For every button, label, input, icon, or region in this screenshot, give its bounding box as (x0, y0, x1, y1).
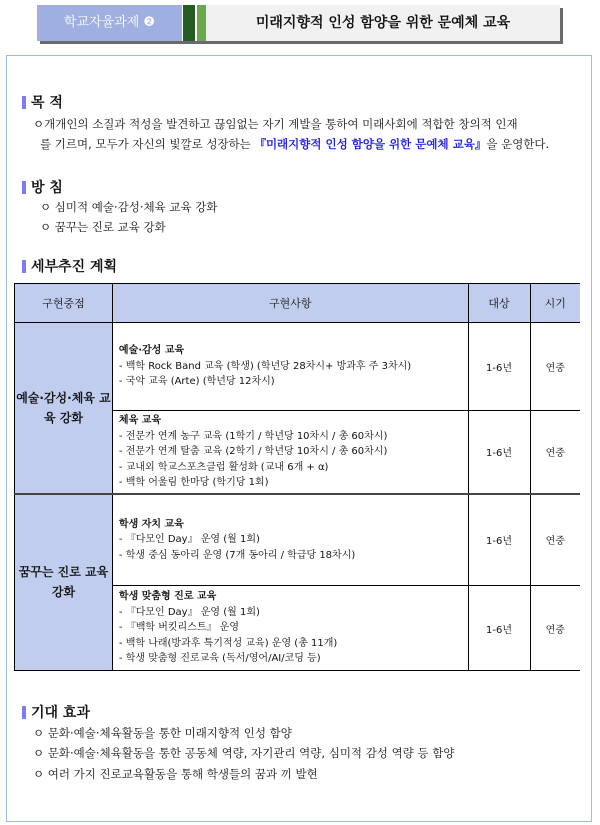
policy-item: ㅇ 심미적 예술·감성·체육 교육 강화 (40, 200, 218, 214)
bullet-bar-icon (22, 706, 26, 719)
details-item: - 학생 맞춤형 진로교육 (독서/영어/AI/코딩 등) (118, 653, 321, 665)
period-cell: 연중 (530, 494, 580, 586)
purpose-line-2 (40, 136, 549, 152)
bullet-bar-icon (22, 181, 26, 194)
details-item: - 국악 교육 (Arte) (학년당 12차시) (118, 376, 275, 388)
plan-heading-text: 세부추진 계획 (31, 259, 118, 275)
purpose-heading (22, 92, 63, 112)
details-title: 학생 맞춤형 진로 교육 (118, 591, 217, 603)
title-banner (37, 5, 560, 41)
details-title: 예술·감성 교육 (118, 345, 185, 357)
col-header-target: 대상 (468, 284, 530, 323)
purpose-line-1: ㅇ개개인의 소질과 적성을 발견하고 끊임없는 자기 계발을 통하여 미래사회에 적합한 창의적 인재 (33, 117, 518, 131)
policy-heading-text: 방 침 (31, 180, 63, 196)
bullet-bar-icon (22, 96, 26, 109)
effects-heading (22, 702, 90, 722)
details-cell (112, 411, 468, 494)
details-cell (112, 586, 468, 671)
banner-label: 학교자율과제 ❷ (37, 5, 182, 41)
target-cell: 1-6년 (468, 411, 530, 494)
effect-item: ㅇ 문화·예술·체육활동을 통한 공동체 역량, 자기관리 역량, 심미적 감성 역량 등 함양 (33, 746, 455, 760)
details-cell (112, 494, 468, 586)
details-item: - 백학 어울림 한마당 (학기당 1회) (118, 477, 269, 488)
details-item: - 학생 중심 동아리 운영 (7개 동아리 / 학급당 18차시) (118, 549, 356, 561)
details-item: - 백학 Rock Band 교육 (학생) (학년당 28차시+ 방과후 주 3차시) (118, 360, 412, 372)
purpose-heading-text: 목 적 (31, 95, 63, 111)
plan-table (14, 283, 580, 671)
details-item: - 『백학 버킷리스트』 운영 (118, 622, 239, 634)
banner-accent-light (197, 5, 206, 41)
table-row (15, 494, 581, 586)
focus-cell: 예술·감성·체육 교육 강화 (15, 323, 113, 494)
details-item: - 『다모인 Day』 운영 (월 1회) (118, 534, 260, 545)
effect-item: ㅇ 문화·예술·체육활동을 통한 미래지향적 인성 함양 (33, 726, 292, 740)
purpose-text: 를 기르며, 모두가 자신의 빛깔로 성장하는 (40, 137, 255, 151)
details-title: 체육 교육 (118, 415, 162, 426)
details-item: - 교내외 학교스포츠클럽 활성화 (교내 6개 + α) (118, 461, 329, 473)
focus-cell: 꿈꾸는 진로 교육 강화 (15, 494, 113, 671)
col-header-period: 시기 (530, 284, 580, 323)
program-name-highlight: 『미래지향적 인성 함양을 위한 문예체 교육』 (254, 137, 487, 151)
target-cell: 1-6년 (468, 494, 530, 586)
plan-heading (22, 256, 117, 276)
details-item: - 전문가 연계 농구 교육 (1학기 / 학년당 10차시 / 총 60차시) (118, 430, 388, 442)
period-cell: 연중 (530, 586, 580, 671)
details-item: - 『다모인 Day』 운영 (월 1회) (118, 606, 260, 618)
purpose-text-end: 을 운영한다. (486, 137, 550, 151)
effect-item: ㅇ 여러 가지 진로교육활동을 통해 학생들의 꿈과 끼 발현 (33, 767, 318, 781)
policy-heading (22, 177, 63, 197)
effects-heading-text: 기대 효과 (31, 705, 90, 721)
policy-item: ㅇ 꿈꾸는 진로 교육 강화 (40, 220, 166, 234)
target-cell: 1-6년 (468, 323, 530, 411)
period-cell: 연중 (530, 411, 580, 494)
bullet-bar-icon (22, 260, 26, 273)
details-title: 학생 자치 교육 (118, 518, 184, 530)
col-header-focus: 구현중점 (15, 284, 113, 323)
details-cell (112, 323, 468, 411)
col-header-details: 구현사항 (112, 284, 468, 323)
banner-accent-dark (183, 5, 195, 41)
table-row (15, 323, 581, 411)
banner-title: 미래지향적 인성 함양을 위한 문예체 교육 (206, 5, 560, 41)
period-cell: 연중 (530, 323, 580, 411)
details-item: - 백학 나래(방과후 특기적성 교육) 운영 (총 11개) (118, 637, 338, 649)
target-cell: 1-6년 (468, 586, 530, 671)
details-item: - 전문가 연계 탈춤 교육 (2학기 / 학년당 10차시 / 총 60차시) (118, 446, 388, 457)
table-header-row (15, 284, 581, 323)
